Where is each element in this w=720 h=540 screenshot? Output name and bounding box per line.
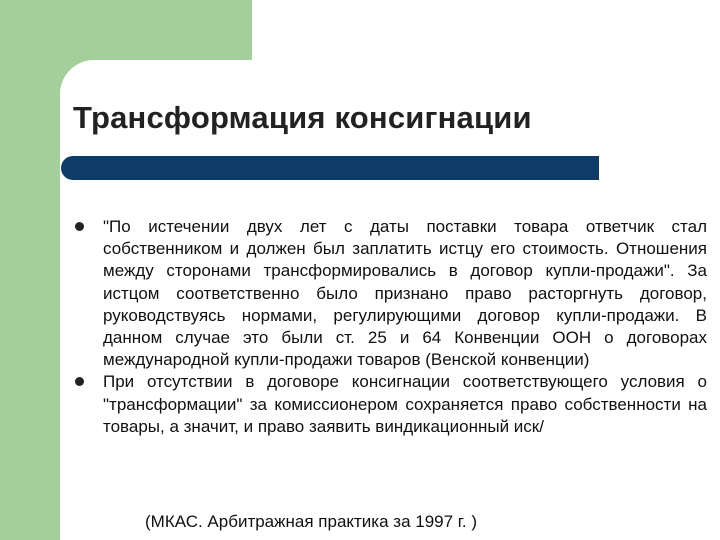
bullet-dot-icon [75, 377, 84, 386]
bullet-item [73, 216, 707, 371]
slide-title: Трансформация консигнации [73, 100, 532, 135]
bullet-text: "По истечении двух лет с даты поставки товара ответчик стал собственником и должен был заплатить истцу его стоимость. Отношения между сторонами трансформировались в договор купли-продажи". За истцом соответственно было признано право расторгнуть договор, руководствуясь нормами, регулирующими договор купли-продажи. В данном случае это были ст. 25 и 64 Конвенции ООН о договорах международной купли-продажи товаров (Венской конвенции) [103, 217, 707, 370]
bullet-dot-icon [75, 222, 84, 231]
source-citation: (МКАС. Арбитражная практика за 1997 г. ) [145, 512, 478, 531]
bullet-text: При отсутствии в договоре консигнации соответствующего условия о "трансформации" за комиссионером сохраняется право собственности на товары, а значит, и право заявить виндикационный иск/ [103, 372, 707, 436]
bullet-list [73, 216, 707, 438]
bullet-item [73, 371, 707, 438]
title-underline-bar [61, 156, 599, 180]
